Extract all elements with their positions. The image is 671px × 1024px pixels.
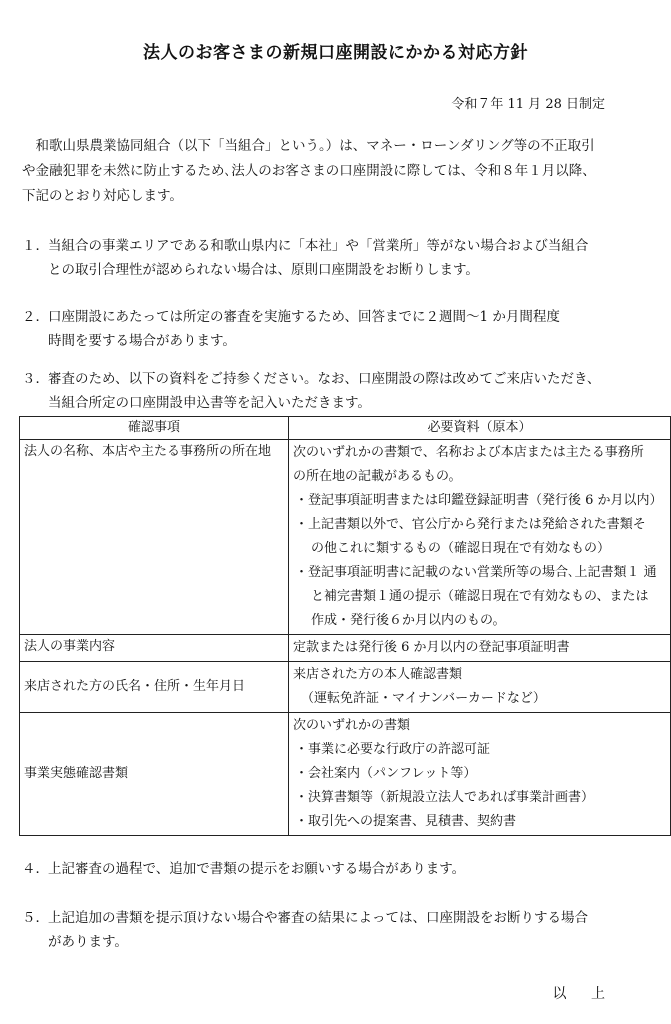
doc-bullet: ・決算書類等（新規設立法人であれば事業計画書） <box>295 790 595 805</box>
table-header-row <box>20 417 671 440</box>
table-cell-item: 来店された方の氏名・住所・生年月日 <box>20 662 289 713</box>
policy-item-5 <box>22 906 622 954</box>
item-number: ３． <box>22 371 49 387</box>
closing-mark: 以 上 <box>552 986 615 1002</box>
table-cell-docs <box>289 635 671 662</box>
table-header-docs: 必要資料（原本） <box>289 417 671 440</box>
item-line: があります。 <box>48 934 128 950</box>
table-row <box>20 635 671 662</box>
doc-bullet: ・登記事項証明書または印鑑登録証明書（発行後 6 か月以内） <box>295 493 663 508</box>
required-documents-table <box>19 416 671 836</box>
table-cell-item: 法人の名称、本店や主たる事務所の所在地 <box>20 440 289 635</box>
item-line: 上記審査の過程で、追加で書類の提示をお願いする場合があります。 <box>48 861 466 877</box>
policy-item-2 <box>22 305 622 353</box>
item-number: ２． <box>22 309 49 325</box>
doc-bullet: ・上記書類以外で、官公庁から発行または発給された書類そ <box>295 517 646 532</box>
item-line: との取引合理性が認められない場合は、原則口座開設をお断りします。 <box>48 262 479 278</box>
doc-paren: （運転免許証・マイナンバーカードなど） <box>301 691 546 706</box>
doc-continuation: 作成・発行後６か月以内のもの。 <box>311 613 506 628</box>
doc-bullet: ・事業に必要な行政庁の許認可証 <box>295 742 491 757</box>
doc-bullet: ・会社案内（パンフレット等） <box>295 766 477 781</box>
table-cell-docs <box>289 440 671 635</box>
table-cell-docs <box>289 713 671 836</box>
intro-line: 和歌山県農業協同組合（以下「当組合」という。）は、マネー・ローンダリング等の不正取引 <box>22 138 595 154</box>
intro-paragraph <box>22 134 630 209</box>
item-line: 上記追加の書類を提示頂けない場合や審査の結果によっては、口座開設をお断りする場合 <box>48 910 588 926</box>
doc-line: 来店された方の本人確認書類 <box>293 667 463 682</box>
enactment-date: 令和７年 11 月 28 日制定 <box>451 97 605 112</box>
item-line: 当組合の事業エリアである和歌山県内に「本社」や「営業所」等がない場合および当組合 <box>48 238 589 254</box>
table-row <box>20 662 671 713</box>
doc-bullet: ・取引先への提案書、見積書、契約書 <box>295 814 517 829</box>
item-number: ５． <box>22 910 49 926</box>
table-row <box>20 440 671 635</box>
doc-line: の所在地の記載があるもの。 <box>293 469 462 484</box>
item-number: １． <box>22 238 49 254</box>
doc-line: 次のいずれかの書類 <box>293 718 411 733</box>
page-title: 法人のお客さまの新規口座開設にかかる対応方針 <box>143 43 528 63</box>
policy-item-3 <box>22 367 622 415</box>
table-cell-docs <box>289 662 671 713</box>
table-cell-item: 事業実態確認書類 <box>20 713 289 836</box>
item-line: 口座開設にあたっては所定の審査を実施するため、回答までに２週間～1 か月間程度 <box>48 309 560 325</box>
doc-line: 次のいずれかの書類で、名称および本店または主たる事務所 <box>293 445 644 460</box>
item-line: 審査のため、以下の資料をご持参ください。なお、口座開設の際は改めてご来店いただき、 <box>48 371 601 387</box>
table-cell-item: 法人の事業内容 <box>20 635 289 662</box>
item-number: ４． <box>22 861 49 877</box>
policy-item-1 <box>22 234 622 282</box>
doc-line: 定款または発行後 6 か月以内の登記事項証明書 <box>293 640 570 655</box>
intro-line: 下記のとおり対応します。 <box>22 188 183 204</box>
doc-continuation: の他これに類するもの（確認日現在で有効なもの） <box>311 541 611 556</box>
policy-item-4 <box>22 857 622 881</box>
table-row <box>20 713 671 836</box>
item-line: 当組合所定の口座開設申込書等を記入いただきます。 <box>48 395 371 411</box>
doc-bullet: ・登記事項証明書に記載のない営業所等の場合､上記書類１ 通 <box>295 565 657 580</box>
doc-continuation: と補完書類１通の提示（確認日現在で有効なもの、または <box>311 589 649 604</box>
intro-line: や金融犯罪を未然に防止するため､法人のお客さまの口座開設に際しては、令和８年１月以降、 <box>22 163 596 179</box>
item-line: 時間を要する場合があります。 <box>48 333 236 349</box>
table-header-item: 確認事項 <box>20 417 289 440</box>
